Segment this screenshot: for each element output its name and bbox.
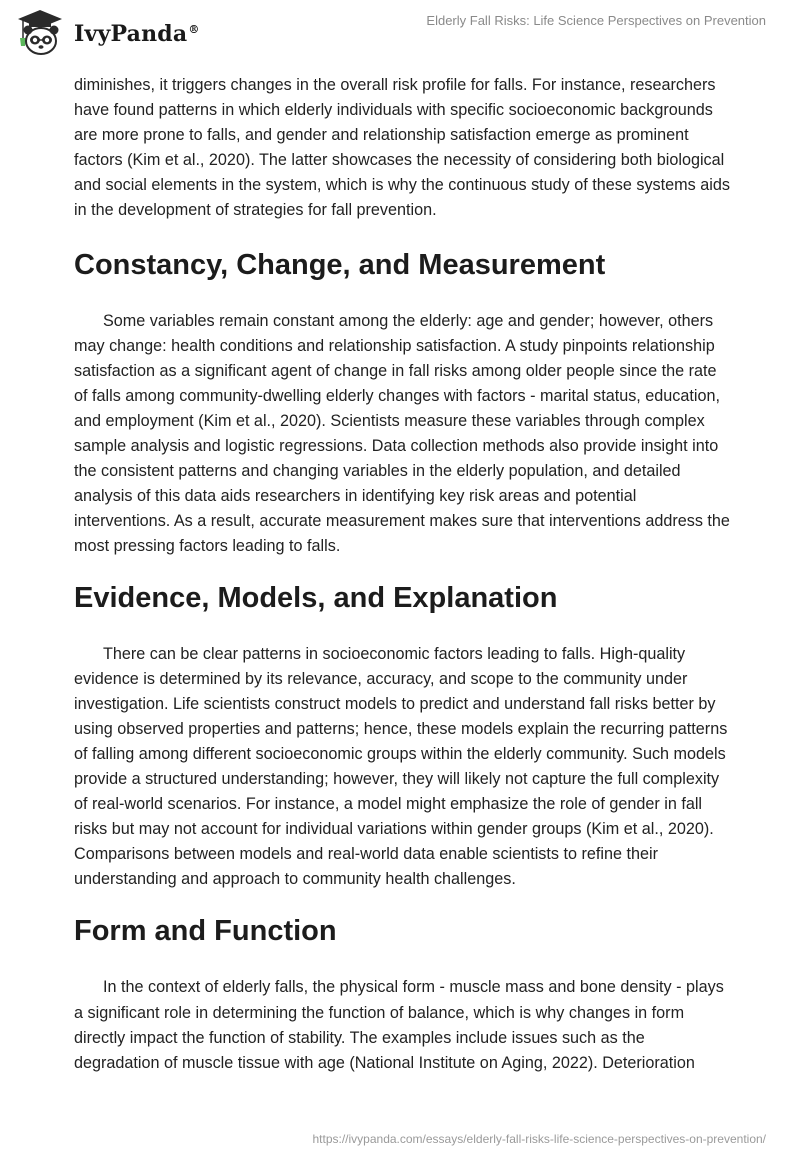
source-url[interactable]: https://ivypanda.com/essays/elderly-fall-risks-life-science-perspectives-on-prevention/ (312, 1132, 766, 1146)
document-title: Elderly Fall Risks: Life Science Perspectives on Prevention (426, 13, 766, 28)
section-heading-evidence: Evidence, Models, and Explanation (74, 581, 558, 614)
panda-graduate-icon (14, 8, 66, 58)
intro-paragraph: diminishes, it triggers changes in the overall risk profile for falls. For instance, researchers have found patterns in which elderly individuals with specific socioeconomic backgrounds are more prone to falls, and gender and relationship satisfaction emerge as prominent factors (Kim et al., 2020). The latter showcases the necessity of considering both biological and social elements in the system, which is why the continuous study of these systems aids in the development of strategies for fall prevention. (74, 76, 730, 220)
brand-logo[interactable] (14, 8, 200, 58)
essay-body (74, 73, 734, 1076)
section-heading-form: Form and Function (74, 915, 337, 948)
page-header (0, 0, 800, 66)
section-heading-constancy: Constancy, Change, and Measurement (74, 248, 606, 281)
section-paragraph-constancy: Some variables remain constant among the elderly: age and gender; however, others may change: health conditions and relationship satisfaction. A study pinpoints relationship satisfaction as a significant agent of change in fall risks among older people since the rate of falls among community-dwelling elderly changes with factors - marital status, education, and employment (Kim et al., 2020). Scientists measure these variables through complex sample analysis and logistic regressions. Data collection methods also provide insight into the consistent patterns and changing variables in the elderly population, and detailed analysis of this data aids researchers in identifying key risk areas and potential interventions. As a result, accurate measurement makes sure that interventions address the most pressing factors leading to falls. (74, 311, 730, 556)
section-paragraph-evidence: There can be clear patterns in socioeconomic factors leading to falls. High-quality evidence is determined by its relevance, accuracy, and scope to the community under investigation. Life scientists construct models to predict and understand fall risks better by using observed properties and patterns; hence, these models explain the recurring patterns of falling among different socioeconomic groups within the elderly community. Such models provide a structured understanding; however, they will likely not capture the full complexity of real-world scenarios. For instance, a model might emphasize the role of gender in fall risks but may not account for individual variations within gender groups (Kim et al., 2020). Comparisons between models and real-world data enable scientists to refine their understanding and approach to community health challenges. (74, 644, 728, 889)
brand-name: IvyPanda® (74, 21, 200, 47)
section-paragraph-form: In the context of elderly falls, the physical form - muscle mass and bone density - plays a significant role in determining the function of balance, which is why changes in form directly impact the function of stability. The examples include issues such as the degradation of muscle tissue with age (National Institute on Aging, 2022). Deterioration (74, 978, 724, 1072)
